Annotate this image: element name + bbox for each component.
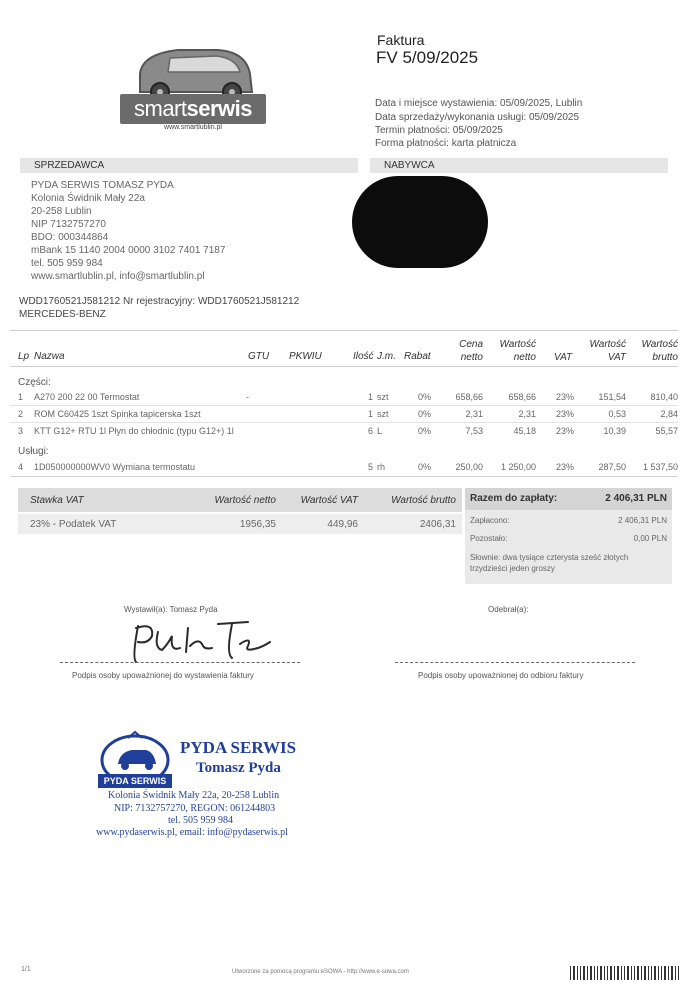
row-net: 2,31 [518, 409, 536, 419]
row-price: 2,31 [465, 409, 483, 419]
col-vat-value-1: Wartość [589, 339, 626, 350]
seller-phone: tel. 505 959 984 [31, 258, 103, 269]
sale-date: Data sprzedaży/wykonania usługi: 05/09/2025 [375, 112, 580, 123]
row-price: 7,53 [465, 426, 483, 436]
stamp-badge-text: PYDA SERWIS [103, 776, 167, 786]
group-services-label: Usługi: [18, 446, 49, 457]
stamp-badge [92, 730, 178, 796]
payment-box [465, 488, 672, 584]
row-vat-value: 151,54 [598, 392, 626, 402]
issued-by-label: Wystawił(a): Tomasz Pyda [124, 605, 218, 614]
row-vat: 23% [556, 462, 575, 472]
issuer-caption: Podpis osoby upoważnionej do wystawienia faktury [72, 671, 254, 680]
summary-vat: 449,96 [327, 519, 358, 530]
col-vat-value-2: VAT [607, 352, 626, 363]
receiver-caption: Podpis osoby upoważnionej do odbioru faktury [418, 671, 584, 680]
row-gross: 55,57 [655, 426, 678, 436]
row-rule [10, 405, 678, 406]
row-lp: 1 [18, 392, 24, 402]
row-qty: 5 [368, 462, 374, 472]
total-value: 2 406,31 PLN [605, 493, 667, 504]
row-discount: 0% [418, 392, 432, 402]
row-gross: 1 537,50 [642, 462, 678, 472]
col-name: Nazwa [34, 351, 65, 362]
col-gtu: GTU [248, 351, 270, 362]
summary-rate: 23% - Podatek VAT [30, 519, 117, 530]
vehicle-vin: WDD1760521J581212 Nr rejestracyjny: WDD1760521J581212 [19, 296, 300, 307]
row-name: ROM C60425 1szt Spinka tapicerska 1szt [34, 409, 201, 419]
vat-summary [18, 488, 462, 536]
col-discount: Rabat [404, 351, 431, 362]
col-qty: Ilość [353, 351, 374, 362]
stamp-owner: Tomasz Pyda [196, 760, 281, 776]
row-rule [10, 422, 678, 423]
seller-bank: mBank 15 1140 2004 0000 3102 7401 7187 [31, 245, 226, 256]
table-bottom-rule [10, 476, 678, 477]
row-lp: 4 [18, 462, 24, 472]
row-price: 250,00 [455, 462, 483, 472]
seller-name: PYDA SERWIS TOMASZ PYDA [31, 180, 174, 191]
paid-label: Zapłacono: [470, 516, 510, 525]
row-unit: szt [377, 409, 389, 419]
row-vat: 23% [556, 392, 575, 402]
row-gtu: - [246, 392, 249, 402]
stamp-nip-regon: NIP: 7132757270, REGON: 061244803 [114, 803, 276, 814]
page-number: 1/1 [21, 966, 31, 973]
issuer-signature-line [60, 662, 300, 663]
smartserwis-logo [118, 40, 268, 138]
row-name: KTT G12+ RTU 1l Płyn do chłodnic (typu G12+) 1l [34, 426, 234, 436]
summary-gross-header: Wartość brutto [391, 495, 456, 506]
row-name: 1D050000000WV0 Wymiana termostatu [34, 462, 196, 472]
summary-rate-header: Stawka VAT [30, 495, 84, 506]
row-vat: 23% [556, 409, 575, 419]
col-price-1: Cena [459, 339, 483, 350]
remaining-label: Pozostało: [470, 534, 508, 543]
payment-method: Forma płatności: karta płatnicza [375, 138, 517, 149]
issue-date: Data i miejsce wystawienia: 05/09/2025, Lublin [375, 98, 583, 109]
seller-bar: SPRZEDAWCA [20, 158, 358, 173]
barcode-icon [570, 966, 680, 980]
seller-web: www.smartlublin.pl, info@smartlublin.pl [31, 271, 205, 282]
buyer-bar: NABYWCA [370, 158, 668, 173]
row-net: 45,18 [513, 426, 536, 436]
summary-vat-header: Wartość VAT [300, 495, 358, 506]
seller-nip: NIP 7132757270 [31, 219, 106, 230]
col-net-1: Wartość [499, 339, 536, 350]
summary-net-header: Wartość netto [214, 495, 276, 506]
col-pkwiu: PKWIU [289, 351, 322, 362]
col-net-2: netto [513, 352, 536, 363]
paid-value: 2 406,31 PLN [618, 516, 667, 525]
row-vat-value: 0,53 [608, 409, 626, 419]
document-type: Faktura [377, 32, 425, 48]
generator-note: Utworzone za pomocą programu eSOWA - http://www.e-sowa.com [232, 969, 409, 975]
logo-wordmark: smartserwis [120, 94, 266, 124]
received-by-label: Odebrał(a): [488, 605, 529, 614]
amount-in-words: Słownie: dwa tysiące czterysta sześć złotych trzydzieści jeden groszy [470, 553, 629, 573]
remaining-value: 0,00 PLN [633, 534, 667, 543]
row-qty: 1 [368, 409, 374, 419]
row-unit: szt [377, 392, 389, 402]
row-unit: L [377, 426, 383, 436]
row-lp: 2 [18, 409, 24, 419]
redaction-blot [352, 176, 488, 268]
row-net: 658,66 [508, 392, 536, 402]
row-qty: 1 [368, 392, 374, 402]
col-unit: J.m. [377, 351, 396, 362]
row-net: 1 250,00 [500, 462, 536, 472]
col-gross-1: Wartość [641, 339, 678, 350]
col-lp: Lp [18, 351, 30, 362]
row-discount: 0% [418, 409, 432, 419]
row-price: 658,66 [455, 392, 483, 402]
summary-gross: 2406,31 [419, 519, 456, 530]
row-gross: 810,40 [650, 392, 678, 402]
total-label: Razem do zapłaty: [470, 493, 558, 504]
stamp-company: PYDA SERWIS [180, 738, 297, 757]
row-vat-value: 287,50 [598, 462, 626, 472]
row-discount: 0% [418, 462, 432, 472]
col-vat: VAT [554, 352, 573, 363]
seller-bdo: BDO: 000344864 [31, 232, 109, 243]
payment-due: Termin płatności: 05/09/2025 [375, 125, 503, 136]
row-unit: rh [377, 462, 386, 472]
summary-net: 1956,35 [239, 519, 276, 530]
row-vat: 23% [556, 426, 575, 436]
car-icon [118, 40, 268, 100]
seller-street: Kolonia Świdnik Mały 22a [31, 193, 145, 204]
row-vat-value: 10,39 [603, 426, 626, 436]
invoice-number: FV 5/09/2025 [376, 48, 479, 67]
group-parts-label: Części: [18, 377, 51, 388]
stamp-phone: tel. 505 959 984 [168, 815, 233, 826]
stamp-address: Kolonia Świdnik Mały 22a, 20-258 Lublin [108, 790, 280, 801]
col-price-2: netto [460, 352, 483, 363]
row-discount: 0% [418, 426, 432, 436]
receiver-signature-line [395, 662, 635, 663]
row-gross: 2,84 [660, 409, 678, 419]
stamp-web-email: www.pydaserwis.pl, email: info@pydaserwis.pl [96, 827, 288, 838]
table-head-rule [10, 366, 678, 367]
logo-url: www.smartlublin.pl [164, 124, 222, 131]
row-lp: 3 [18, 426, 24, 436]
table-top-rule [10, 330, 678, 331]
row-name: A270 200 22 00 Termostat [34, 392, 140, 402]
row-qty: 6 [368, 426, 374, 436]
handwritten-signature [128, 618, 278, 666]
seller-city: 20-258 Lublin [31, 206, 92, 217]
vehicle-make: MERCEDES-BENZ [19, 309, 106, 320]
col-gross-2: brutto [652, 352, 678, 363]
